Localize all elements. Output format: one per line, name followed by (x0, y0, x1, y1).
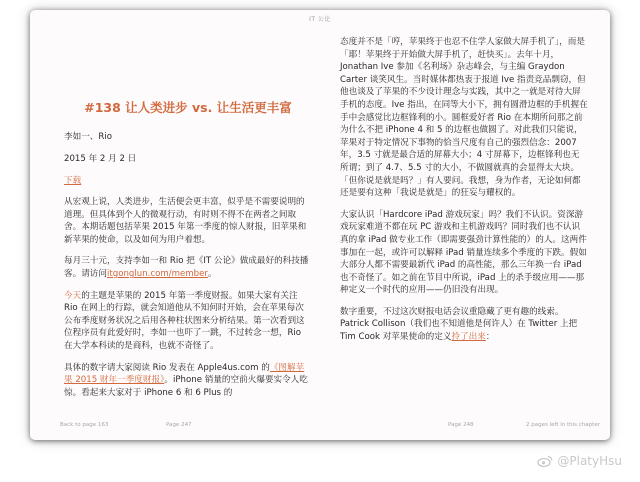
highlight-today: 今天 (64, 290, 82, 301)
chapter-title: #138 让人类进步 vs. 让生活更丰富 (84, 100, 292, 115)
paragraph-support (64, 255, 312, 280)
page-number-left: Page 247 (166, 422, 192, 428)
support-end: 。 (207, 268, 217, 279)
watermark-text: @PlatyHsu (557, 454, 622, 468)
chapter-authors: 李如一、Rio (64, 132, 112, 142)
book-title: IT 公论 (309, 16, 331, 23)
left-column (64, 36, 312, 408)
mission-link[interactable]: 拎了出来 (451, 332, 486, 343)
paragraph-mission (340, 306, 588, 344)
mission-end: ： (485, 332, 495, 343)
paragraph-ipad: 大家认识「Hardcore iPad 游戏玩家」吗？我们不认识。资深游戏玩家难道不都在玩 PC 游戏和主机游戏吗？同时我们也不认识真的拿 iPad 做专业工作（即需要强劲计算性能的）的人。这两件事加在一起，或许可以解释 iPad 销量连续多个季度的下跌。假如大部分人都不需要最新代 iPad 的高性能，那么三年换一台 iPad 也不奇怪了。如之前在节目中所说，iPad 上的杀手级应用——那种定义一个时代的应用——仍旧没有出现。 (340, 209, 587, 296)
report-link[interactable]: 《图解苹果 2015 财年一季度财报》 (64, 362, 305, 386)
topic-text: 的主题是苹果的 2015 年第一季度财报。如果大家有关注 Rio 在网上的行踪，就会知道他从不知何时开始，会在苹果每次公布季度财务状况之后用各种柱状图来分析结果。第一次看到这位程序员有此爱好时，李如一也吓了一跳，不过转念一想，Rio 在大学本科读的是商科，也就不奇怪了。 (64, 290, 305, 351)
download-link[interactable]: 下载 (64, 176, 82, 186)
book-page (30, 10, 610, 440)
paragraph-topic (64, 290, 312, 353)
support-text: 每月三十元，支持李如一和 Rio 把《IT 公论》做成最好的科技播客。请访问 (64, 256, 309, 279)
report-text: 具体的数字请大家阅读 Rio 发表在 Apple4us.com 的 (64, 362, 270, 373)
right-column (340, 36, 588, 353)
watermark (537, 454, 622, 468)
pages-left-indicator: 2 pages left in this chapter (526, 422, 600, 428)
report-text-end: 。iPhone 销量的空前火爆要实令人吃惊。看起来大家对于 iPhone 6 和 6 Plus 的 (64, 375, 308, 398)
member-link[interactable]: itgonglun.com/member (106, 268, 208, 279)
weibo-icon (537, 455, 553, 467)
paragraph-intro: 从宏观上说，人类进步，生活便会更丰富，似乎是不需要说明的道理。但具体到个人的微观行动，有时则不得不在两者之间取舍。本期话题包括苹果 2015 年第一季度的惊人财报，旧苹果和新苹果的使命，以及如何为用户着想。 (64, 197, 307, 245)
back-to-page-link[interactable]: Back to page 163 (60, 422, 109, 428)
paragraph-report (64, 362, 312, 400)
page-number-right: Page 248 (448, 422, 474, 428)
chapter-date: 2015 年 2 月 2 日 (64, 154, 137, 164)
mission-text: 数字重要，不过这次财报电话会议重隐藏了更有趣的线索。Patrick Collison（我们也不知道他是何许人）在 Twitter 上把 Tim Cook 对苹果使命的定义 (340, 306, 578, 343)
paragraph-ive: 态度并不是「哼，苹果终于也忍不住学人家做大屏手机了」，而是「耶！苹果终于开始做大屏手机了，赶快买」。去年十月，Jonathan Ive 参加《名利场》杂志峰会，与主编 Graydon Carter 谈笑风生。当时媒体都热衷于报道 Ive 指责竞品剽窃，但他也谈及了苹果的不少设计理念与实践，其中之一就是对待大屏手机的态度。Ive 指出，在同等大小下，拥有圆滑边框的手机握在手中会感觉比边框锋利的小。圆框爱好者 Rio 在本期所问那之前为什么不把 iPhone 4 和 5 的边框也做圆了。对此我们只能说，苹果对于特定情况下事物的恰当尺度有自己的强烈信念：2007 年，3.5 寸就是最合适的屏幕大小；4 寸屏幕下，边框锋利也无所谓；到了 4.7、5.5 寸的大小，不做圆就真的会显得太大块。「但你说是就是吗？」有人要问。我想，身为作者，无论如何都还是要有这种「我说是就是」的狂妄与耀权的。 (340, 37, 588, 199)
